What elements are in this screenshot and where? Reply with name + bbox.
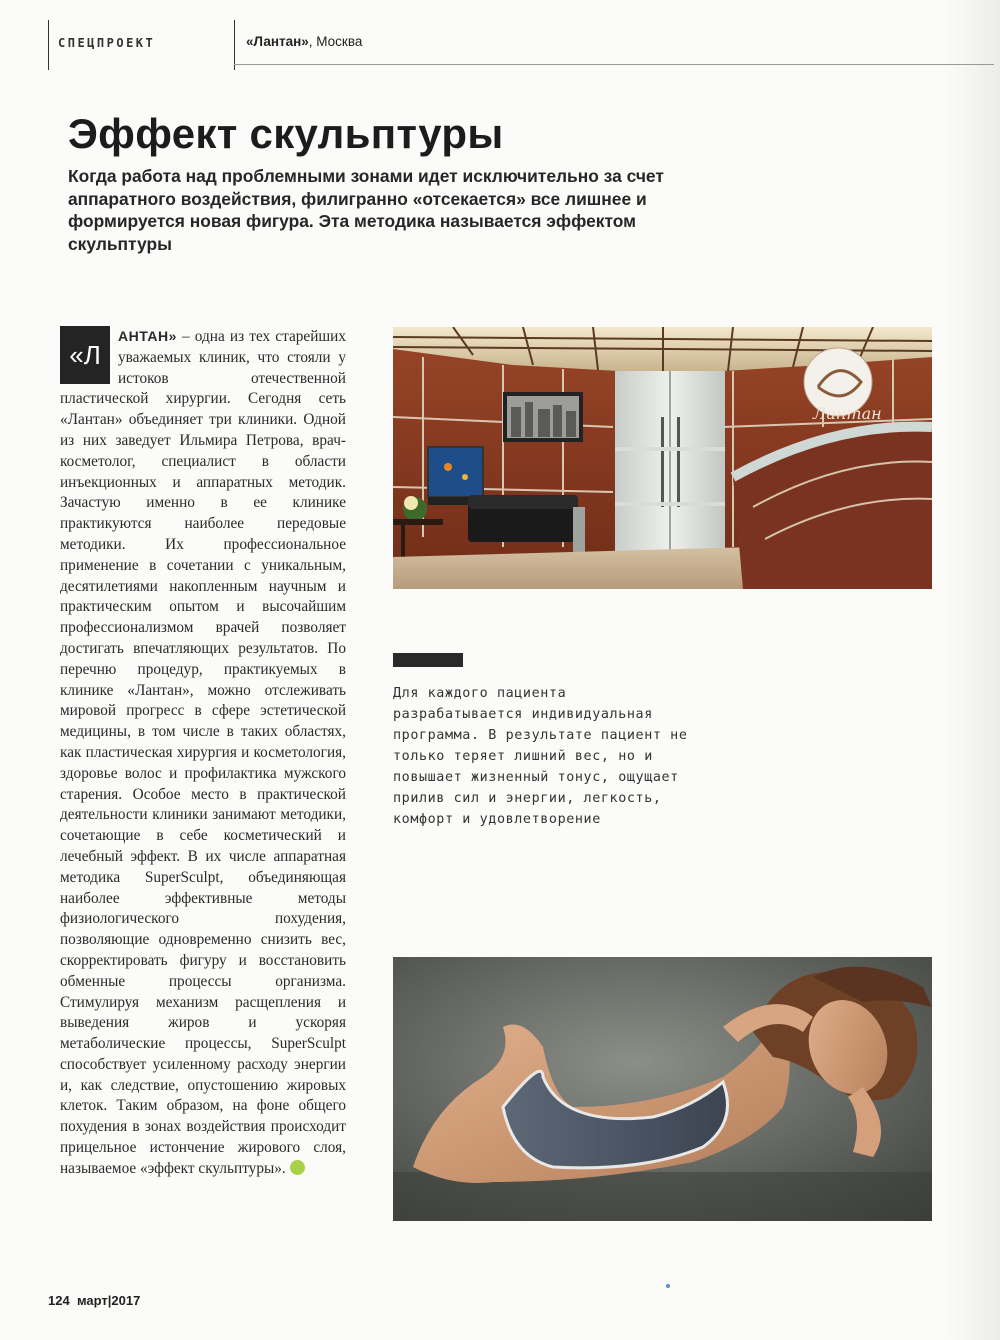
pull-quote: Для каждого пациента разрабатывается индивидуальная программа. В результате пациент не только теряет лишний вес, но и повышает жизненный тонус, ощущает прилив сил и энергии, легкость, комфорт и удовлетворение: [393, 686, 688, 827]
drop-cap: «Л: [60, 326, 110, 384]
article-title: Эффект скульптуры: [68, 110, 504, 157]
clinic-reception-photo: [393, 327, 932, 589]
article-lead: Когда работа над проблемными зонами идет исключительно за счет аппаратного воздействия, филигранно «отсекается» все лишнее и формируется новая фигура. Эта методика называется эффектом скульптуры: [68, 166, 664, 254]
quote-accent-bar: [393, 653, 463, 667]
section-label: СПЕЦПРОЕКТ: [58, 36, 156, 50]
model-photo: [393, 957, 932, 1221]
model-illustration: [393, 957, 932, 1221]
reception-illustration: [393, 327, 932, 589]
header-rule-bottom: [234, 64, 994, 65]
page-footer: [48, 1293, 140, 1308]
client-credit: [246, 34, 362, 49]
header-rule-left: [48, 20, 49, 70]
client-name: «Лантан»: [246, 34, 309, 49]
reception-sign-text: Лантан: [813, 404, 882, 423]
header-rule-divider: [234, 20, 235, 70]
issue-date: март|2017: [76, 1293, 141, 1308]
page-header: [48, 20, 948, 70]
page-gutter-shadow: [945, 0, 1000, 1340]
end-marker-icon: [290, 1160, 305, 1175]
article-body: [60, 326, 346, 1180]
page-number: 124: [48, 1293, 70, 1308]
body-first-word: АНТАН»: [118, 328, 177, 344]
body-text: – одна из тех старейших уважаемых клиник, что стояли у истоков отечественной пластической хирургии. Сегодня сеть «Лантан» объединяет три клиники. Одной из них заведует Ильмира Петрова, врач-косметолог, специалист в области инъекционных и аппаратных методик. Зачастую именно в ее клинике практикуются наиболее передовые методики. Их профессиональное применение в сочетании с уникальным, десятилетиями накопленным научным и практическим опытом и высочайшим профессионализмом врачей позволяет достигать впечатляющих результатов. По перечню процедур, практикуемых в клинике «Лантан», можно отслеживать мировой прогресс в сфере эстетической медицины, в том числе в таких областях, как пластическая хирургия и косметология, здоровье волос и профилактика мужского старения. Особое место в практической деятельности клиники занимают методики, сочетающие в себе косметический и лечебный эффект. В их числе аппаратная методика SuperSculpt, объединяющая наиболее эффективные методы физиологического похудения, позволяющие одновременно снизить вес, скорректировать фигуру и восстановить обменные процессы организма. Стимулируя механизм расщепления и выведения жиров и ускоряя метаболические процессы, SuperSculpt способствует усиленному расходу энергии и, как следствие, опустошению жировых клеток. Таким образом, на фоне общего похудения в зонах воздействия происходит прицельное истончение жирового слоя, называемое «эффект скульптуры».: [60, 328, 346, 1177]
print-speck: [666, 1284, 670, 1288]
client-city: , Москва: [308, 34, 363, 49]
